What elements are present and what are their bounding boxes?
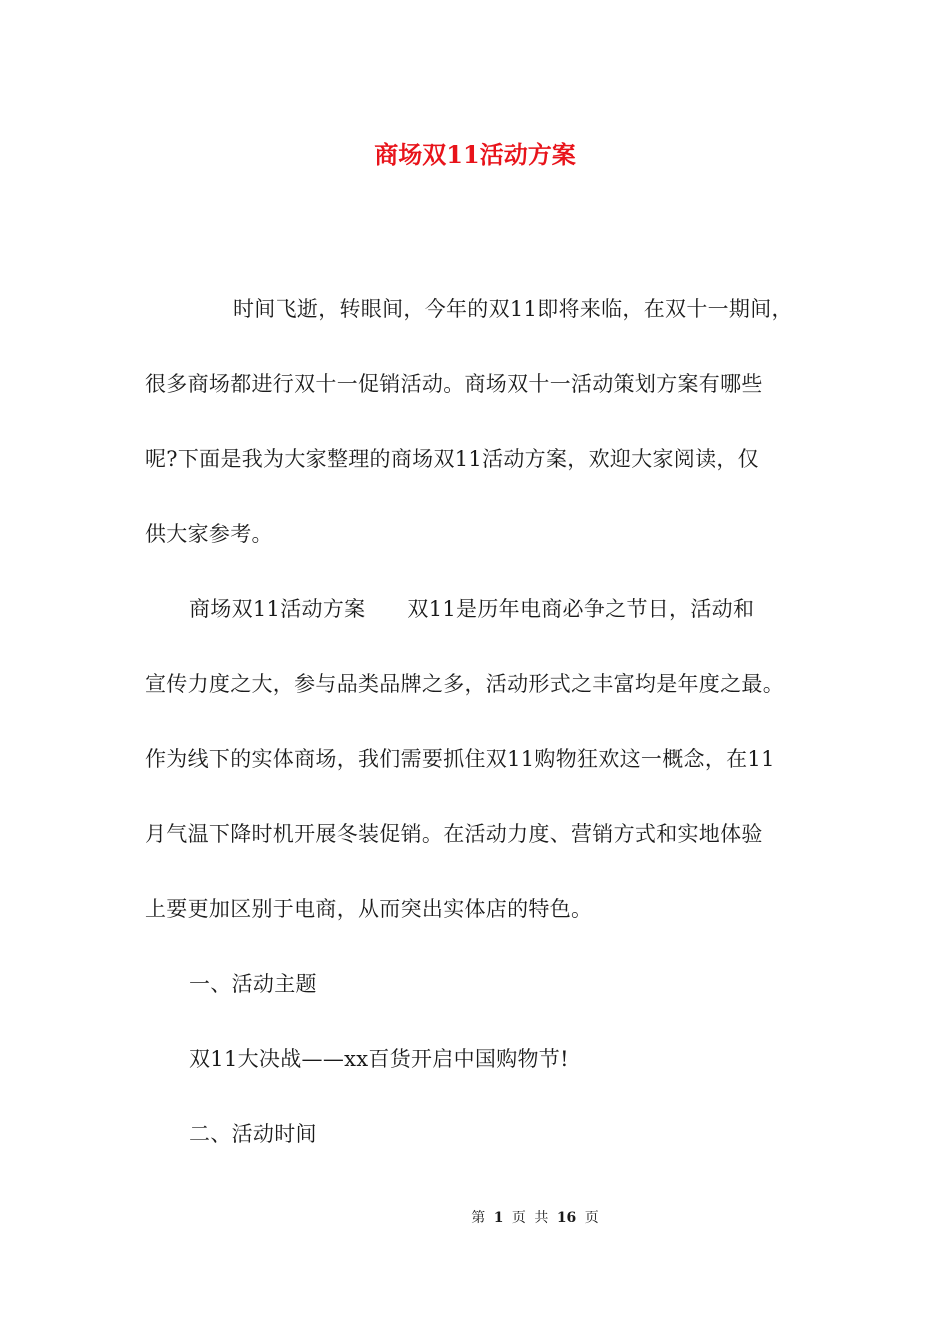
paragraph-line: 很多商场都进行双十一促销活动。商场双十一活动策划方案有哪些 [145,372,763,396]
paragraph-line: 供大家参考。 [145,522,273,546]
section-heading: 一、活动主题 [189,972,317,996]
paragraph-line: 作为线下的实体商场，我们需要抓住双11购物狂欢这一概念，在11 [145,747,775,771]
footer-prefix: 第 [471,1210,486,1226]
footer-page-unit: 页 [511,1210,526,1226]
paragraph-line: 月气温下降时机开展冬装促销。在活动力度、营销方式和实地体验 [145,822,763,846]
document-title: 商场双11活动方案 [374,140,576,169]
paragraph-line: 宣传力度之大，参与品类品牌之多，活动形式之丰富均是年度之最。 [145,672,784,696]
section-heading: 二、活动时间 [189,1122,317,1146]
page-footer [0,1208,950,1228]
document-body [145,272,825,1172]
paragraph-text: 双11是历年电商必争之节日，活动和 [407,597,755,621]
inline-heading: 商场双11活动方案 [189,597,366,621]
paragraph-line [145,572,825,647]
footer-total-pages: 16 [556,1210,577,1226]
paragraph-line: 呢?下面是我为大家整理的商场双11活动方案，欢迎大家阅读，仅 [145,447,759,471]
paragraph-line: 上要更加区别于电商，从而突出实体店的特色。 [145,897,593,921]
paragraph-line: 双11大决战——xx百货开启中国购物节! [189,1047,569,1071]
footer-total-prefix: 共 [534,1210,549,1226]
paragraph-line: 时间飞逝，转眼间，今年的双11即将来临，在双十一期间， [233,297,793,321]
footer-page-number: 1 [493,1210,504,1226]
footer-total-unit: 页 [584,1210,599,1226]
